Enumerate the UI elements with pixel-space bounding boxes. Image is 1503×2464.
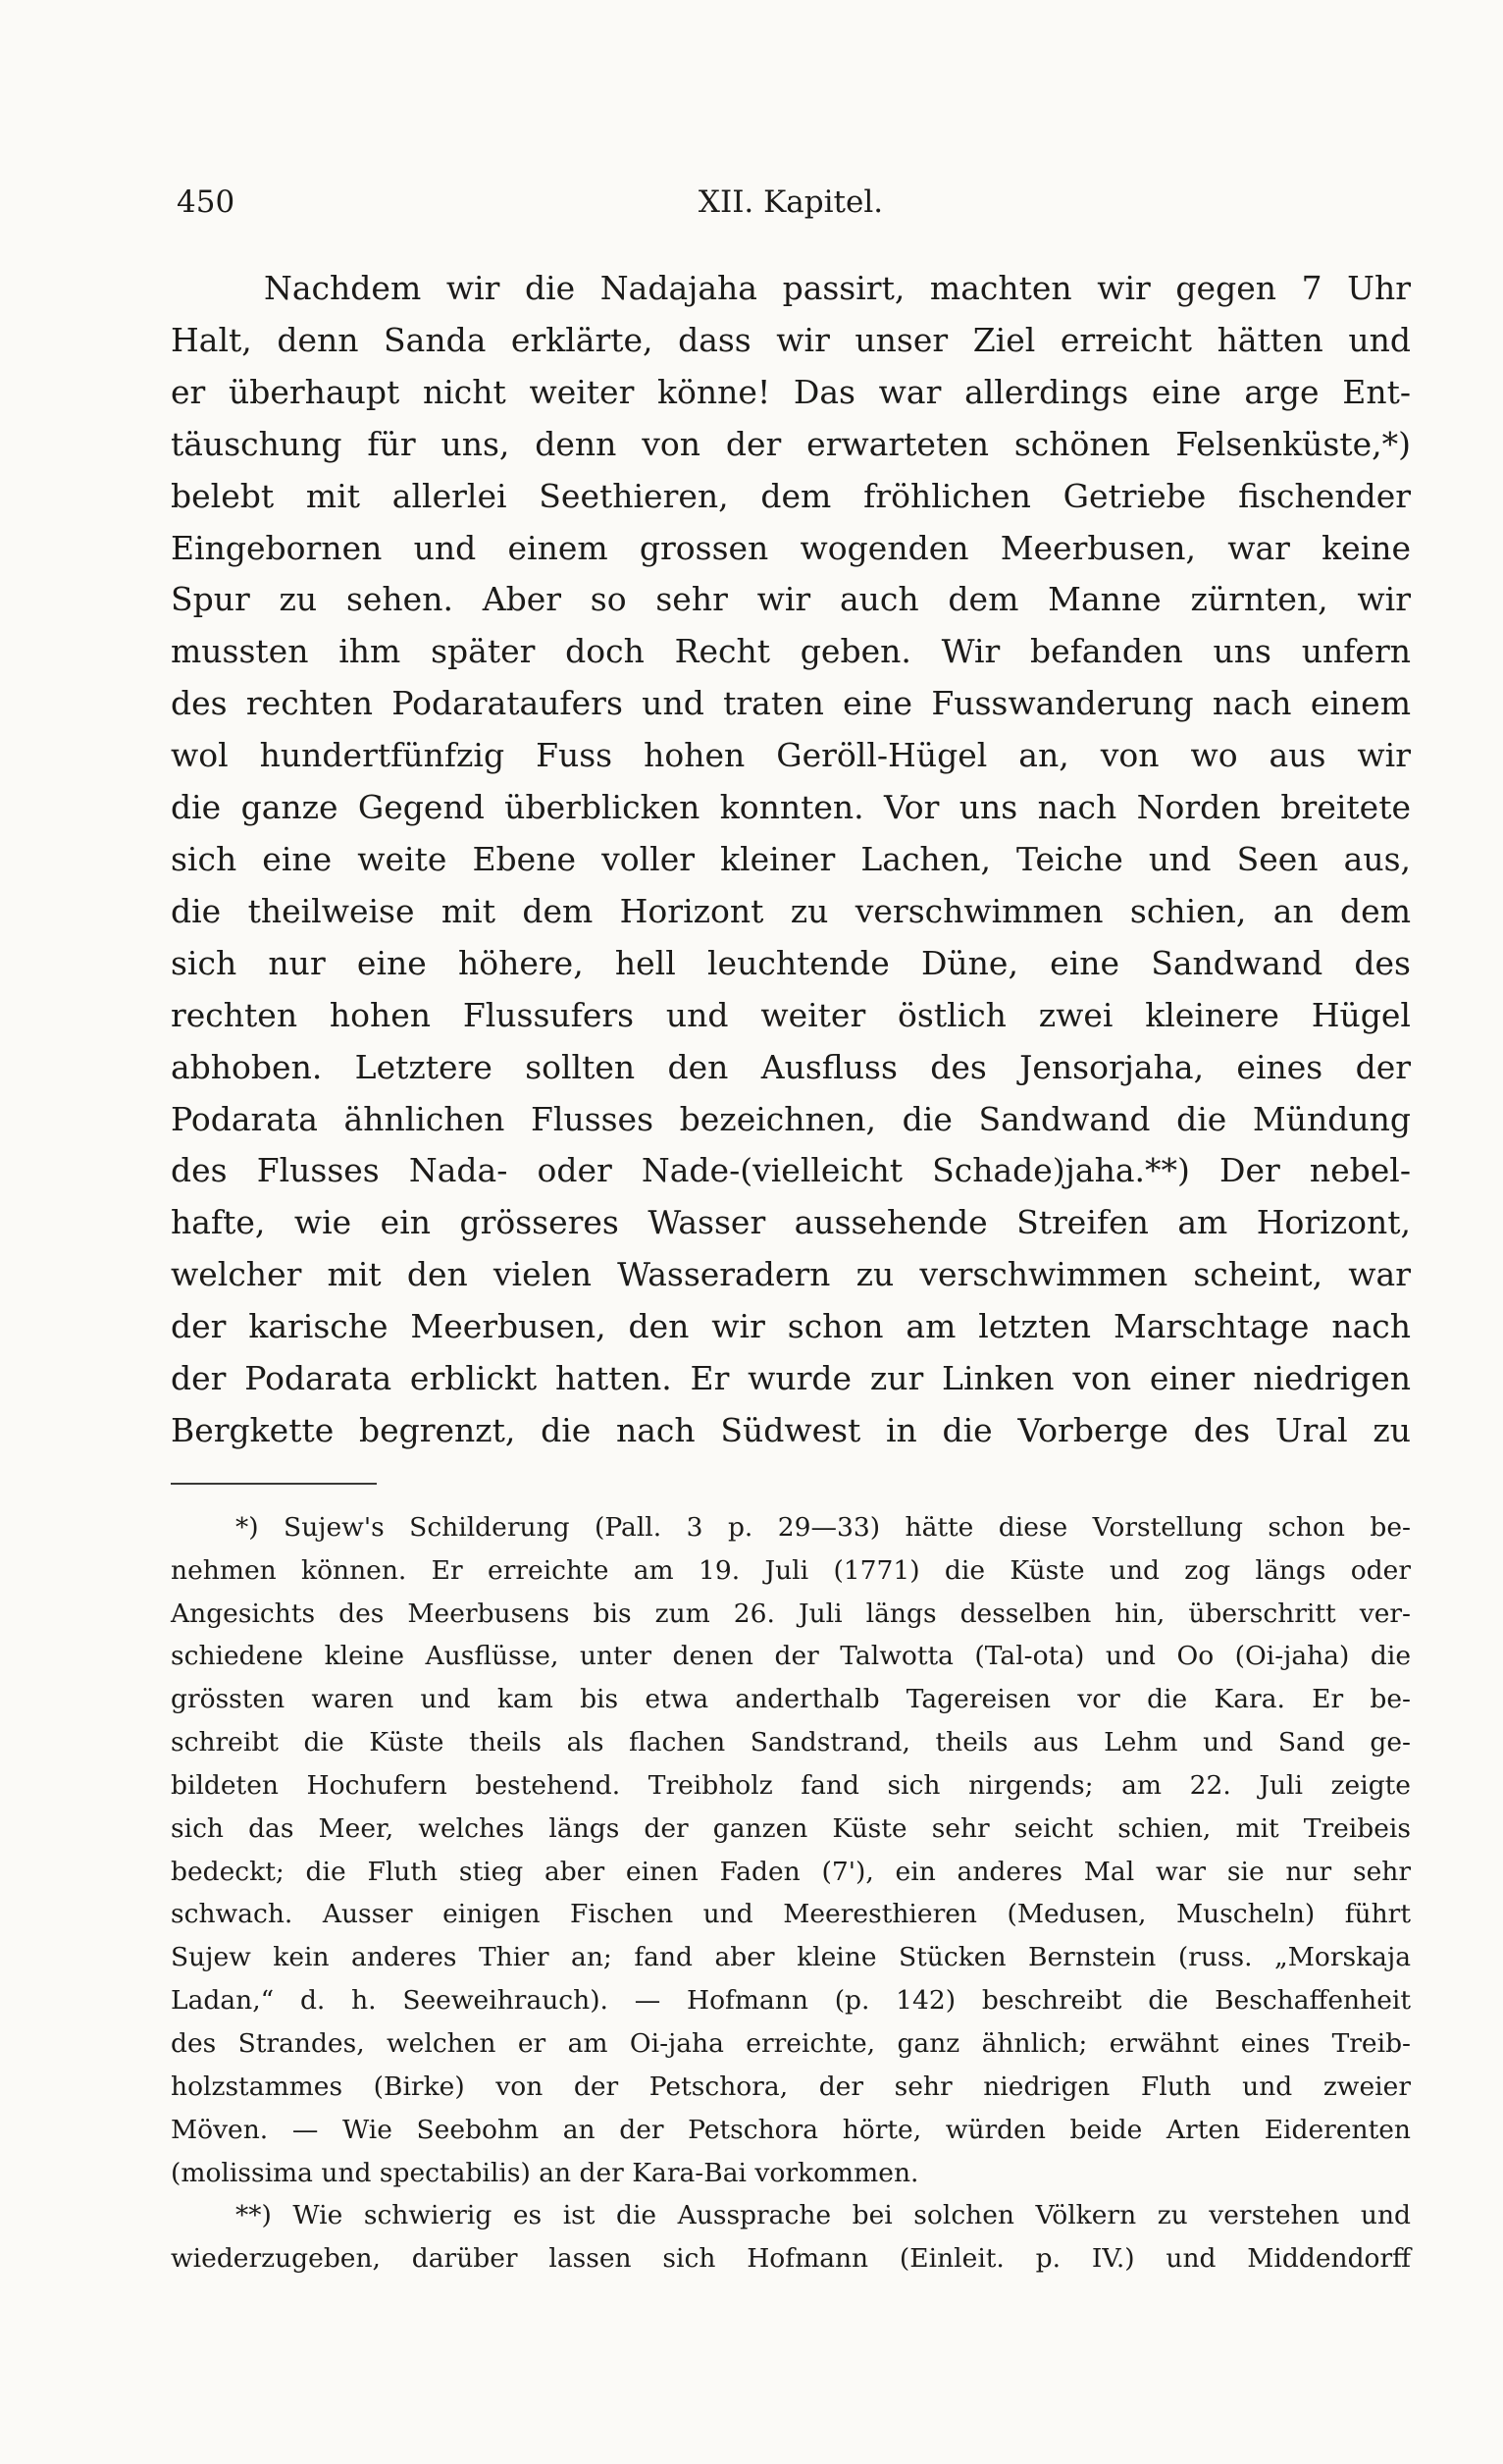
body-line: rechten hohen Flussufers und weiter östlich zwei kleinere Hügel xyxy=(171,995,1411,1034)
body-line: Nachdem wir die Nadajaha passirt, machten wir gegen 7 Uhr xyxy=(264,269,1411,307)
body-line: sich eine weite Ebene voller kleiner Lachen, Teiche und Seen aus, xyxy=(171,839,1411,878)
footnote-line: schiedene kleine Ausflüsse, unter denen der Talwotta (Tal-ota) und Oo (Oi-jaha) die xyxy=(171,1641,1411,1672)
footnote-line: grössten waren und kam bis etwa anderthalb Tagereisen vor die Kara. Er be- xyxy=(171,1684,1411,1715)
footnote-line: bildeten Hochufern bestehend. Treibholz fand sich nirgends; am 22. Juli zeigte xyxy=(171,1769,1411,1801)
body-line: täuschung für uns, denn von der erwarteten schönen Felsenküste,*) xyxy=(171,424,1411,463)
footnote-line: holzstammes (Birke) von der Petschora, der sehr niedrigen Fluth und zweier xyxy=(171,2071,1411,2102)
body-line: welcher mit den vielen Wasseradern zu verschwimmen scheint, war xyxy=(171,1255,1411,1294)
footnote-line: Angesichts des Meerbusens bis zum 26. Juli längs desselben hin, überschritt ver- xyxy=(171,1598,1411,1629)
body-line: des rechten Podarataufers und traten eine Fusswanderung nach einem xyxy=(171,684,1411,723)
body-line: Halt, denn Sanda erklärte, dass wir unser Ziel erreicht hätten und xyxy=(171,320,1411,359)
body-line: Podarata ähnlichen Flusses bezeichnen, die Sandwand die Mündung xyxy=(171,1099,1411,1138)
footnote-line: *) Sujew's Schilderung (Pall. 3 p. 29—33) hätte diese Vorstellung schon be- xyxy=(235,1511,1411,1543)
body-line: hafte, wie ein grösseres Wasser aussehende Streifen am Horizont, xyxy=(171,1203,1411,1242)
book-page xyxy=(171,183,1411,2281)
body-line: mussten ihm später doch Recht geben. Wir befanden uns unfern xyxy=(171,632,1411,671)
footnote-separator xyxy=(171,1483,377,1485)
footnote-line: **) Wie schwierig es ist die Aussprache bei solchen Völkern zu verstehen und xyxy=(235,2200,1411,2231)
page-number: 450 xyxy=(177,184,235,220)
footnote-1 xyxy=(171,1506,1411,2195)
page-header xyxy=(171,183,1411,222)
footnote-line: schwach. Ausser einigen Fischen und Meeresthieren (Medusen, Muscheln) führt xyxy=(171,1899,1411,1930)
body-line: die theilweise mit dem Horizont zu verschwimmen schien, an dem xyxy=(171,891,1411,930)
body-text xyxy=(171,263,1411,1457)
footnote-line: bedeckt; die Fluth stieg aber einen Faden (7'), ein anderes Mal war sie nur sehr xyxy=(171,1856,1411,1887)
footnote-line: nehmen können. Er erreichte am 19. Juli (1771) die Küste und zog längs oder xyxy=(171,1554,1411,1586)
body-line: Spur zu sehen. Aber so sehr wir auch dem Manne zürnten, wir xyxy=(171,580,1411,619)
body-line: belebt mit allerlei Seethieren, dem fröhlichen Getriebe fischender xyxy=(171,476,1411,515)
body-line: sich nur eine höhere, hell leuchtende Düne, eine Sandwand des xyxy=(171,943,1411,982)
footnote-line: wiederzugeben, darüber lassen sich Hofmann (Einleit. p. IV.) und Middendorff xyxy=(171,2243,1411,2275)
body-line: wol hundertfünfzig Fuss hohen Geröll-Hügel an, von wo aus wir xyxy=(171,736,1411,775)
body-line: er überhaupt nicht weiter könne! Das war allerdings eine arge Ent- xyxy=(171,372,1411,411)
body-line: des Flusses Nada- oder Nade-(vielleicht Schade)jaha.**) Der nebel- xyxy=(171,1151,1411,1190)
footnote-line: Ladan,“ d. h. Seeweihrauch). — Hofmann (p. 142) beschreibt die Beschaffenheit xyxy=(171,1985,1411,2017)
footnote-line: sich das Meer, welches längs der ganzen Küste sehr seicht schien, mit Treibeis xyxy=(171,1812,1411,1844)
footnote-2 xyxy=(171,2194,1411,2281)
footnote-line: schreibt die Küste theils als flachen Sandstrand, theils aus Lehm und Sand ge- xyxy=(171,1727,1411,1758)
body-line: Eingebornen und einem grossen wogenden Meerbusen, war keine xyxy=(171,528,1411,567)
body-line: Bergkette begrenzt, die nach Südwest in die Vorberge des Ural zu xyxy=(171,1410,1411,1449)
body-line: die ganze Gegend überblicken konnten. Vor uns nach Norden breitete xyxy=(171,788,1411,827)
footnote-line: Sujew kein anderes Thier an; fand aber kleine Stücken Bernstein (russ. „Morskaja xyxy=(171,1942,1411,1973)
body-line: der Podarata erblickt hatten. Er wurde zur Linken von einer niedrigen xyxy=(171,1359,1411,1398)
footnotes xyxy=(171,1506,1411,2281)
footnote-line: Möven. — Wie Seebohm an der Petschora hörte, würden beide Arten Eiderenten xyxy=(171,2114,1411,2145)
body-line: abhoben. Letztere sollten den Ausfluss des Jensorjaha, eines der xyxy=(171,1047,1411,1086)
running-title: XII. Kapitel. xyxy=(698,184,884,220)
footnote-line: (molissima und spectabilis) an der Kara-Bai vorkommen. xyxy=(171,2157,919,2188)
body-line: der karische Meerbusen, den wir schon am letzten Marschtage nach xyxy=(171,1307,1411,1346)
footnote-line: des Strandes, welchen er am Oi-jaha erreichte, ganz ähnlich; erwähnt eines Treib- xyxy=(171,2027,1411,2059)
